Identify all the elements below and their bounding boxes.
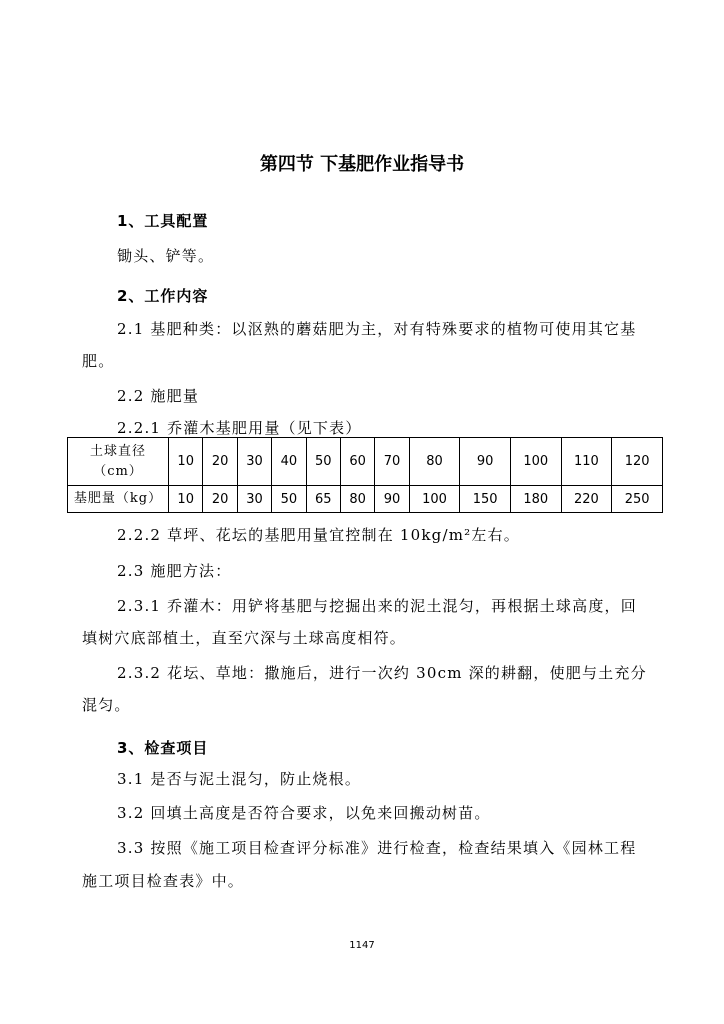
table-cell: 220 xyxy=(561,486,612,513)
table-cell: 10 xyxy=(169,438,203,486)
para-3-3-line2: 施工项目检查表》中。 xyxy=(82,872,245,890)
table-cell: 250 xyxy=(612,486,663,513)
para-2-3-1-line1: 2.3.1 乔灌木：用铲将基肥与挖掘出来的泥土混匀，再根据土球高度，回 xyxy=(117,597,637,615)
page-number: 1147 xyxy=(349,940,375,951)
table-cell: 50 xyxy=(272,486,306,513)
table-cell: 90 xyxy=(375,486,409,513)
table-cell: 80 xyxy=(409,438,460,486)
table-cell: 30 xyxy=(237,438,271,486)
label-line: 土球直径 xyxy=(89,443,146,459)
table-cell: 80 xyxy=(340,486,374,513)
para-2-1-line1: 2.1 基肥种类：以沤熟的蘑菇肥为主，对有特殊要求的植物可使用其它基 xyxy=(117,320,637,338)
para-3-1: 3.1 是否与泥土混匀，防止烧根。 xyxy=(117,770,362,788)
table-cell: 20 xyxy=(203,438,237,486)
para-2-3-2-line2: 混匀。 xyxy=(82,696,131,714)
table-cell: 40 xyxy=(272,438,306,486)
table-cell: 100 xyxy=(409,486,460,513)
section-3-heading: 3、检查项目 xyxy=(117,739,209,757)
table-row xyxy=(68,438,663,486)
table-cell: 20 xyxy=(203,486,237,513)
para-2-3-2-line1: 2.3.2 花坛、草地：撒施后，进行一次约 30cm 深的耕翻，使肥与土充分 xyxy=(117,664,647,682)
table-row-label: 基肥量（kg） xyxy=(68,486,169,513)
table-cell: 50 xyxy=(306,438,340,486)
table-cell: 60 xyxy=(340,438,374,486)
table-cell: 30 xyxy=(237,486,271,513)
table-cell: 70 xyxy=(375,438,409,486)
page-title: 第四节 下基肥作业指导书 xyxy=(259,154,465,175)
para-2-1-line2: 肥。 xyxy=(82,352,115,370)
table-cell: 100 xyxy=(510,438,561,486)
table-cell: 10 xyxy=(169,486,203,513)
table-row xyxy=(68,486,663,513)
section-1-heading: 1、工具配置 xyxy=(117,212,209,230)
section-2-heading: 2、工作内容 xyxy=(117,287,209,305)
table-cell: 90 xyxy=(460,438,511,486)
para-2-2: 2.2 施肥量 xyxy=(117,387,200,405)
table-row-label xyxy=(68,438,169,486)
para-2-3-1-line2: 填树穴底部植土，直至穴深与土球高度相符。 xyxy=(82,629,407,647)
table-cell: 180 xyxy=(510,486,561,513)
table-cell: 110 xyxy=(561,438,612,486)
fertilizer-table xyxy=(67,437,663,513)
table-cell: 120 xyxy=(612,438,663,486)
para-2-2-2: 2.2.2 草坪、花坛的基肥用量宜控制在 10kg/m²左右。 xyxy=(117,526,520,544)
label-line: （cm） xyxy=(93,463,143,479)
section-1-body: 锄头、铲等。 xyxy=(117,247,215,265)
para-2-3: 2.3 施肥方法： xyxy=(117,562,232,580)
para-3-3-line1: 3.3 按照《施工项目检查评分标准》进行检查，检查结果填入《园林工程 xyxy=(117,839,637,857)
table-cell: 150 xyxy=(460,486,511,513)
para-3-2: 3.2 回填土高度是否符合要求，以免来回搬动树苗。 xyxy=(117,804,491,822)
para-2-2-1: 2.2.1 乔灌木基肥用量（见下表） xyxy=(117,419,362,437)
table-cell: 65 xyxy=(306,486,340,513)
